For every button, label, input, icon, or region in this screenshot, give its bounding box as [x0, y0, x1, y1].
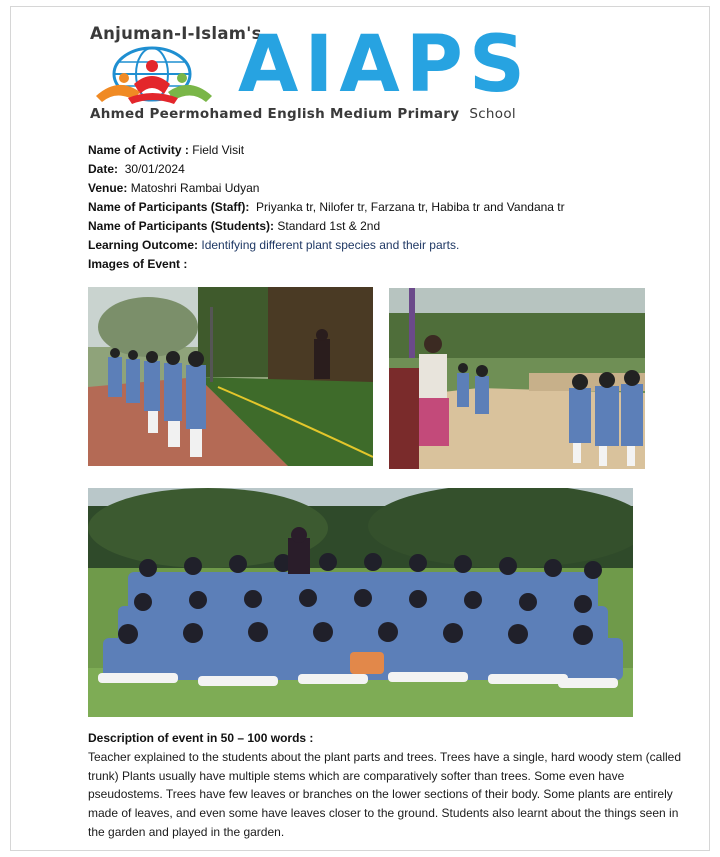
activity-date-value: 30/01/2024 — [124, 162, 185, 176]
students-label: Name of Participants (Students): — [88, 219, 275, 233]
staff-row — [88, 198, 688, 217]
event-description — [88, 729, 688, 842]
activity-date-row — [88, 160, 688, 179]
event-photo-2 — [389, 288, 645, 469]
outcome-value: Identifying different plant species and their parts. — [201, 238, 460, 252]
activity-name-label: Name of Activity : — [88, 143, 189, 157]
activity-name-row — [88, 141, 688, 160]
event-photo-1 — [88, 287, 373, 466]
school-word: School — [469, 106, 516, 122]
students-row — [88, 217, 688, 236]
activity-date-label: Date: — [88, 162, 119, 176]
school-full-name — [90, 106, 516, 122]
images-row — [88, 255, 688, 274]
school-emblem-icon — [88, 44, 220, 106]
staff-value: Priyanka tr, Nilofer tr, Farzana tr, Habiba tr and Vandana tr — [256, 200, 565, 214]
photo-group-photo-garden-icon — [88, 488, 633, 717]
activity-venue-row — [88, 179, 688, 198]
images-label: Images of Event : — [88, 257, 188, 271]
description-body: Teacher explained to the students about the plant parts and trees. Trees have a single, hard woody stem (called trunk) Plants usually have multiple stems which are comparatively softer than trees. Some even have pseudostems. Trees have few leaves or branches on the lower sections of their body. Some plants are entirely made of leaves, and even some have leaves closer to the ground. Students also learnt about the things seen in the garden and played in the garden. — [88, 749, 682, 839]
activity-venue-label: Venue: — [88, 181, 128, 195]
outcome-label: Learning Outcome: — [88, 238, 199, 252]
description-title: Description of event in 50 – 100 words : — [88, 731, 314, 745]
staff-label: Name of Participants (Staff): — [88, 200, 250, 214]
photo-teacher-with-students-sand-icon — [389, 288, 645, 469]
org-name: Anjuman-I-Islam's — [90, 24, 262, 43]
activity-venue-value: Matoshri Rambai Udyan — [130, 181, 260, 195]
school-header — [88, 22, 648, 126]
activity-name-value: Field Visit — [192, 143, 245, 157]
outcome-row — [88, 236, 688, 255]
activity-info — [88, 141, 688, 274]
photo-students-walking-path-icon — [88, 287, 373, 466]
school-full-text: Ahmed Peermohamed English Medium Primary — [90, 106, 460, 122]
brand-wordmark: AIAPS — [238, 20, 532, 110]
students-value: Standard 1st & 2nd — [277, 219, 381, 233]
event-photo-3 — [88, 488, 633, 717]
